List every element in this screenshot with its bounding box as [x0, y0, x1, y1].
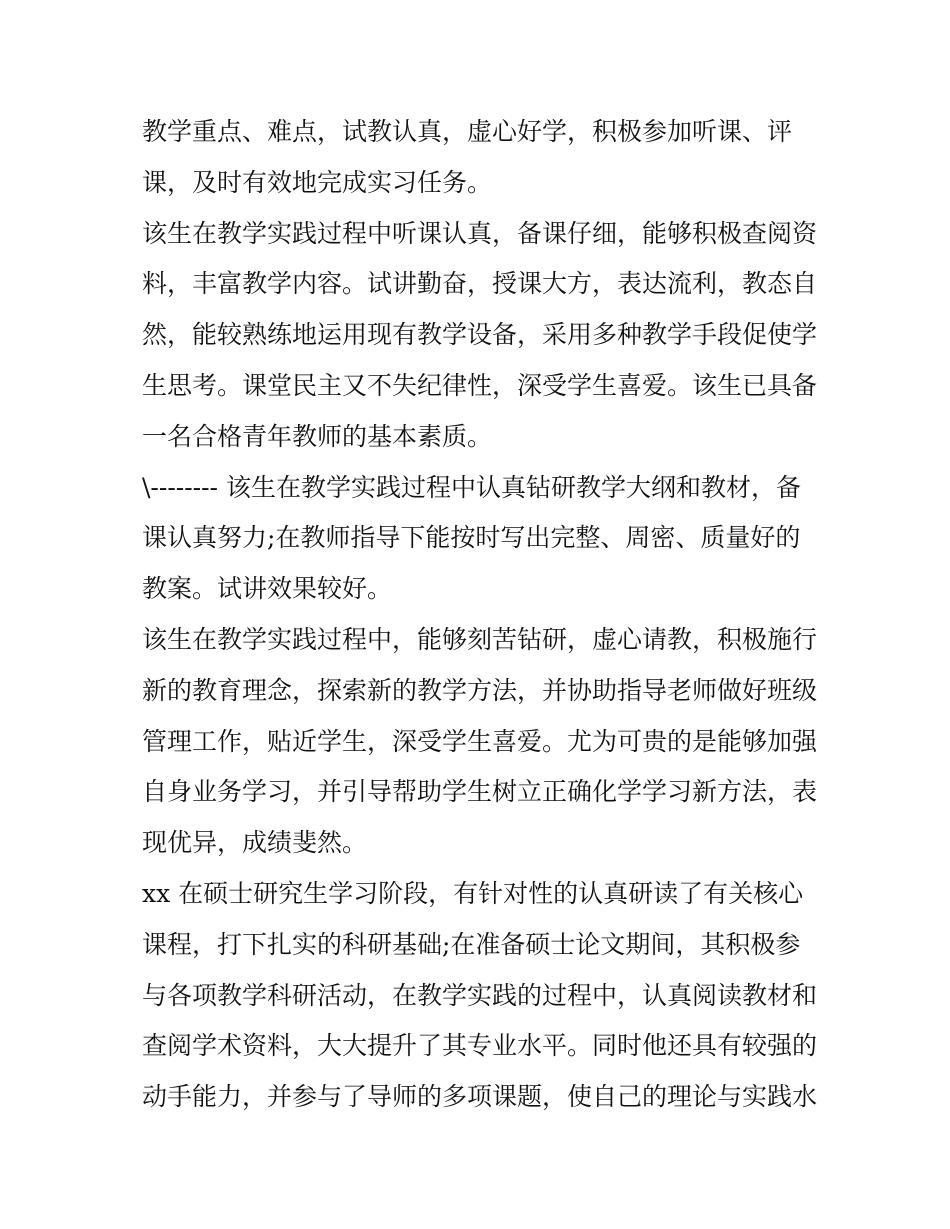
text-line: 自身业务学习，并引导帮助学生树立正确化学学习新方法，表 [142, 777, 818, 807]
text-line: 教学重点、难点，试教认真，虚心好学，积极参加听课、评 [142, 117, 793, 146]
text-line: 然，能较熟练地运用现有教学设备，采用多种教学手段促使学 [142, 320, 818, 350]
text-line: 料，丰富教学内容。试讲勤奋，授课大方，表达流利，教态自 [142, 269, 818, 299]
text-line: 生思考。课堂民主又不失纪律性，深受学生喜爱。该生已具备 [142, 370, 818, 400]
text-line: 一名合格青年教师的基本素质。 [142, 421, 493, 451]
text-line: 动手能力，并参与了导师的多项课题，使自己的理论与实践水 [142, 1082, 818, 1112]
text-line: 课程，打下扎实的科研基础;在准备硕士论文期间，其积极参 [142, 929, 801, 959]
text-line: 该生在教学实践过程中听课认真，备课仔细，能够积极查阅资 [142, 218, 818, 248]
text-line: 课，及时有效地完成实习任务。 [142, 167, 493, 197]
text-line: 教案。试讲效果较好。 [142, 574, 393, 604]
text-line: 管理工作，贴近学生，深受学生喜爱。尤为可贵的是能够加强 [142, 726, 818, 756]
document-body-text [142, 107, 822, 1123]
text-line: 现优异，成绩斐然。 [142, 828, 368, 858]
text-line: \-------- 该生在教学实践过程中认真钻研教学大纲和教材，备 [142, 472, 801, 502]
text-line: 课认真努力;在教师指导下能按时写出完整、周密、质量好的 [142, 523, 801, 553]
text-line: 新的教育理念，探索新的教学方法，并协助指导老师做好班级 [142, 675, 818, 705]
text-line: xx 在硕士研究生学习阶段，有针对性的认真研读了有关核心 [142, 878, 804, 908]
text-line: 该生在教学实践过程中，能够刻苦钻研，虚心请教，积极施行 [142, 624, 818, 654]
text-line: 与各项教学科研活动，在教学实践的过程中，认真阅读教材和 [142, 980, 818, 1010]
text-line: 查阅学术资料，大大提升了其专业水平。同时他还具有较强的 [142, 1031, 818, 1061]
